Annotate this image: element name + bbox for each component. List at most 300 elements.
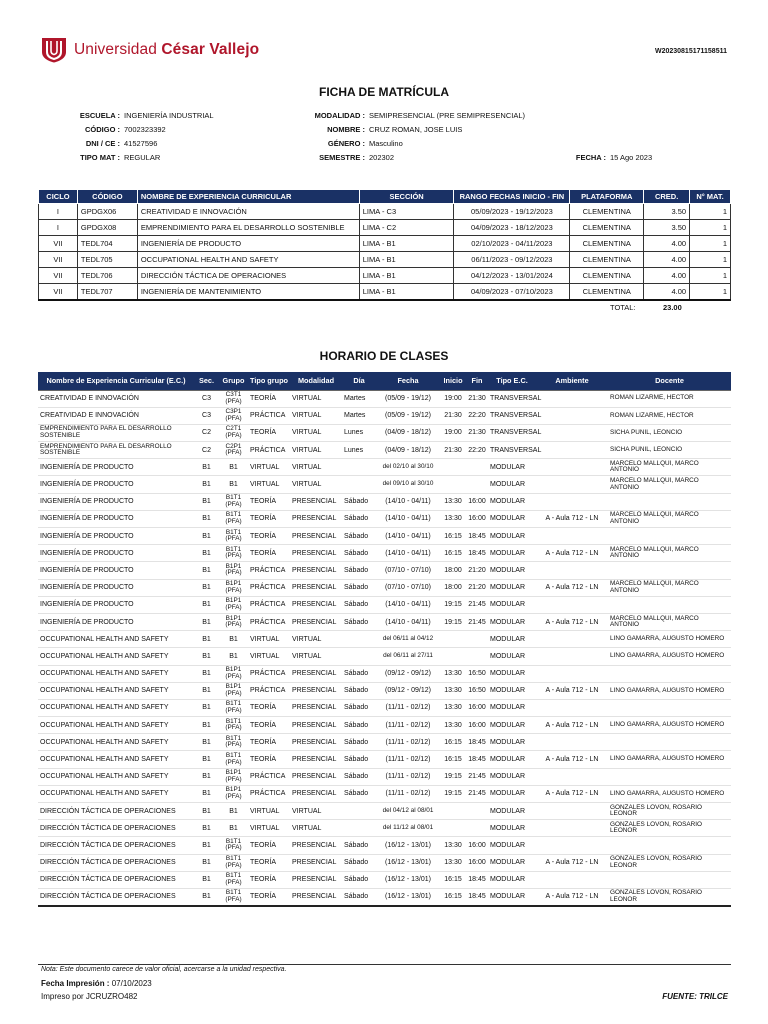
cell-fin: 16:00	[466, 717, 488, 734]
cell-doc	[608, 768, 731, 785]
cell-sec: B1	[194, 613, 219, 630]
cell-mod: PRESENCIAL	[290, 562, 342, 579]
header-tipo-grupo: Tipo grupo	[248, 372, 290, 390]
cell-fecha: (11/11 - 02/12)	[376, 734, 440, 751]
cell-ini: 16:15	[440, 871, 466, 888]
cell-tec: MODULAR	[488, 648, 536, 665]
university-name: Universidad César Vallejo	[74, 41, 260, 58]
cell-amb	[536, 820, 608, 837]
schedule-row	[38, 459, 731, 476]
cell-rango-fechas: 04/12/2023 - 13/01/2024	[454, 268, 570, 284]
cell-tipo: PRÁCTICA	[248, 562, 290, 579]
cell-num-mat: 1	[690, 268, 731, 284]
dni-field: DNI / CE : 41527596	[85, 139, 158, 148]
cell-grupo: B1T1 (PFA)	[219, 837, 248, 854]
cell-tipo: TEORÍA	[248, 493, 290, 510]
cell-nombre-ec: OCCUPATIONAL HEALTH AND SAFETY	[137, 252, 359, 268]
header-creditos: CRED.	[644, 190, 690, 204]
cell-ec: OCCUPATIONAL HEALTH AND SAFETY	[38, 751, 194, 768]
cell-ec: OCCUPATIONAL HEALTH AND SAFETY	[38, 785, 194, 802]
cell-tec: TRANSVERSAL	[488, 424, 536, 441]
header-codigo: CÓDIGO	[77, 190, 137, 204]
cell-grupo: B1	[219, 820, 248, 837]
cell-ini	[440, 803, 466, 820]
cell-grupo: B1	[219, 631, 248, 648]
cell-ini: 16:15	[440, 734, 466, 751]
nombre-field: NOMBRE : CRUZ ROMAN, JOSE LUIS	[327, 125, 463, 134]
cell-mod: PRESENCIAL	[290, 510, 342, 527]
cell-ciclo: I	[39, 220, 78, 236]
cell-ec: INGENIERÍA DE PRODUCTO	[38, 528, 194, 545]
cell-ini: 19:15	[440, 613, 466, 630]
cell-amb	[536, 562, 608, 579]
cell-tec: MODULAR	[488, 579, 536, 596]
cell-amb: A - Aula 712 - LN	[536, 579, 608, 596]
cell-doc: MARCELO MALLQUI, MARCO ANTONIO	[608, 613, 731, 630]
cell-tec: MODULAR	[488, 734, 536, 751]
header-nombre-ec: NOMBRE DE EXPERIENCIA CURRICULAR	[137, 190, 359, 204]
cell-grupo: B1P1 (PFA)	[219, 579, 248, 596]
cell-ec: INGENIERÍA DE PRODUCTO	[38, 579, 194, 596]
cell-fin: 16:00	[466, 699, 488, 716]
footer-note: Nota: Este documento carece de valor oficial, acercarse a la unidad respectiva.	[41, 966, 287, 973]
cell-ec: OCCUPATIONAL HEALTH AND SAFETY	[38, 631, 194, 648]
cell-ini: 19:15	[440, 768, 466, 785]
cell-sec: B1	[194, 871, 219, 888]
cell-seccion: LIMA - C3	[359, 204, 454, 220]
header-ambiente: Ambiente	[536, 372, 608, 390]
cell-amb	[536, 459, 608, 476]
schedule-row	[38, 562, 731, 579]
cell-dia: Sábado	[342, 493, 376, 510]
enrollment-row	[39, 236, 731, 252]
cell-mod: VIRTUAL	[290, 424, 342, 441]
cell-mod: PRESENCIAL	[290, 871, 342, 888]
cell-creditos: 4.00	[644, 236, 690, 252]
cell-sec: B1	[194, 768, 219, 785]
cell-amb	[536, 648, 608, 665]
schedule-row	[38, 613, 731, 630]
cell-fin: 18:45	[466, 734, 488, 751]
cell-num-mat: 1	[690, 220, 731, 236]
cell-codigo: TEDL704	[77, 236, 137, 252]
cell-doc: MARCELO MALLQUI, MARCO ANTONIO	[608, 579, 731, 596]
cell-ec: OCCUPATIONAL HEALTH AND SAFETY	[38, 648, 194, 665]
cell-tec: TRANSVERSAL	[488, 390, 536, 407]
cell-dia	[342, 803, 376, 820]
cell-tec: MODULAR	[488, 562, 536, 579]
cell-amb: A - Aula 712 - LN	[536, 613, 608, 630]
cell-mod: VIRTUAL	[290, 631, 342, 648]
cell-doc: LINO GAMARRA, AUGUSTO HOMERO	[608, 785, 731, 802]
cell-doc: LINO GAMARRA, AUGUSTO HOMERO	[608, 717, 731, 734]
cell-tec: MODULAR	[488, 785, 536, 802]
cell-fecha: (07/10 - 07/10)	[376, 562, 440, 579]
cell-sec: B1	[194, 579, 219, 596]
cell-ini: 16:15	[440, 888, 466, 905]
cell-doc: MARCELO MALLQUI, MARCO ANTONIO	[608, 510, 731, 527]
cell-seccion: LIMA - B1	[359, 268, 454, 284]
cell-mod: VIRTUAL	[290, 648, 342, 665]
cell-ec: CREATIVIDAD E INNOVACIÓN	[38, 390, 194, 407]
cell-ini	[440, 648, 466, 665]
cell-doc	[608, 562, 731, 579]
cell-dia	[342, 476, 376, 493]
cell-doc: MARCELO MALLQUI, MARCO ANTONIO	[608, 545, 731, 562]
cell-fin: 16:00	[466, 510, 488, 527]
cell-mod: PRESENCIAL	[290, 785, 342, 802]
cell-fin: 16:50	[466, 665, 488, 682]
cell-sec: B1	[194, 734, 219, 751]
cell-tipo: PRÁCTICA	[248, 407, 290, 424]
cell-fecha: (04/09 - 18/12)	[376, 442, 440, 459]
cell-grupo: B1T1 (PFA)	[219, 888, 248, 905]
cell-ini: 16:15	[440, 528, 466, 545]
cell-ini: 18:00	[440, 579, 466, 596]
cell-dia: Sábado	[342, 510, 376, 527]
cell-doc: GONZALES LOVON, ROSARIO LEONOR	[608, 820, 731, 837]
header-dia: Día	[342, 372, 376, 390]
cell-ec: INGENIERÍA DE PRODUCTO	[38, 493, 194, 510]
cell-fecha: (07/10 - 07/10)	[376, 579, 440, 596]
cell-tipo: TEORÍA	[248, 510, 290, 527]
cell-mod: PRESENCIAL	[290, 596, 342, 613]
cell-sec: B1	[194, 631, 219, 648]
cell-amb	[536, 699, 608, 716]
cell-sec: B1	[194, 528, 219, 545]
cell-mod: VIRTUAL	[290, 459, 342, 476]
cell-tec: MODULAR	[488, 528, 536, 545]
cell-rango-fechas: 05/09/2023 - 19/12/2023	[454, 204, 570, 220]
cell-grupo: B1T1 (PFA)	[219, 493, 248, 510]
fecha-field: FECHA : 15 Ago 2023	[575, 153, 653, 162]
cell-ini	[440, 459, 466, 476]
cell-grupo: B1P1 (PFA)	[219, 785, 248, 802]
cell-fecha: del 11/12 al 08/01	[376, 820, 440, 837]
cell-fecha: del 02/10 al 30/10	[376, 459, 440, 476]
cell-rango-fechas: 06/11/2023 - 09/12/2023	[454, 252, 570, 268]
cell-dia: Sábado	[342, 785, 376, 802]
cell-fecha: (14/10 - 04/11)	[376, 596, 440, 613]
schedule-row	[38, 682, 731, 699]
cell-fin	[466, 820, 488, 837]
header-inicio: Inicio	[440, 372, 466, 390]
cell-creditos: 3.50	[644, 204, 690, 220]
schedule-row	[38, 820, 731, 837]
cell-ec: INGENIERÍA DE PRODUCTO	[38, 510, 194, 527]
cell-fecha: del 09/10 al 30/10	[376, 476, 440, 493]
university-logo	[40, 37, 259, 63]
cell-sec: C3	[194, 407, 219, 424]
cell-dia: Sábado	[342, 665, 376, 682]
cell-ini: 13:30	[440, 665, 466, 682]
cell-grupo: B1T1 (PFA)	[219, 545, 248, 562]
cell-dia: Sábado	[342, 768, 376, 785]
header-rango-fechas: RANGO FECHAS INICIO - FIN	[454, 190, 570, 204]
cell-fecha: (04/09 - 18/12)	[376, 424, 440, 441]
cell-sec: B1	[194, 596, 219, 613]
cell-dia: Lunes	[342, 424, 376, 441]
cell-nombre-ec: INGENIERÍA DE MANTENIMIENTO	[137, 284, 359, 300]
cell-doc: ROMAN LIZARME, HECTOR	[608, 407, 731, 424]
schedule-row	[38, 871, 731, 888]
cell-fin	[466, 648, 488, 665]
cell-dia: Sábado	[342, 613, 376, 630]
total-credits: 23.00	[663, 303, 682, 312]
cell-seccion: LIMA - C2	[359, 220, 454, 236]
cell-mod: PRESENCIAL	[290, 751, 342, 768]
cell-plataforma: CLEMENTINA	[570, 236, 644, 252]
schedule-row	[38, 837, 731, 854]
tipo-mat-field: TIPO MAT : REGULAR	[80, 153, 161, 162]
cell-doc: LINO GAMARRA, AUGUSTO HOMERO	[608, 648, 731, 665]
cell-tec: MODULAR	[488, 682, 536, 699]
cell-fin: 21:45	[466, 613, 488, 630]
cell-grupo: B1T1 (PFA)	[219, 751, 248, 768]
cell-tec: TRANSVERSAL	[488, 442, 536, 459]
cell-amb	[536, 803, 608, 820]
cell-ini: 16:15	[440, 751, 466, 768]
cell-rango-fechas: 02/10/2023 - 04/11/2023	[454, 236, 570, 252]
cell-doc	[608, 699, 731, 716]
schedule-row	[38, 476, 731, 493]
cell-fecha: (14/10 - 04/11)	[376, 545, 440, 562]
cell-dia	[342, 820, 376, 837]
cell-amb	[536, 528, 608, 545]
cell-grupo: B1P1 (PFA)	[219, 613, 248, 630]
cell-mod: PRESENCIAL	[290, 665, 342, 682]
cell-ciclo: VII	[39, 252, 78, 268]
cell-ini	[440, 820, 466, 837]
cell-fecha: del 06/11 al 27/11	[376, 648, 440, 665]
cell-sec: B1	[194, 699, 219, 716]
cell-grupo: B1T1 (PFA)	[219, 871, 248, 888]
cell-tipo: PRÁCTICA	[248, 768, 290, 785]
cell-amb	[536, 442, 608, 459]
cell-ini	[440, 631, 466, 648]
header-ec: Nombre de Experiencia Curricular (E.C.)	[38, 372, 194, 390]
cell-fecha: (16/12 - 13/01)	[376, 888, 440, 905]
cell-fin	[466, 476, 488, 493]
cell-codigo: TEDL707	[77, 284, 137, 300]
cell-grupo: B1P1 (PFA)	[219, 682, 248, 699]
schedule-row	[38, 717, 731, 734]
cell-fin: 16:00	[466, 493, 488, 510]
cell-plataforma: CLEMENTINA	[570, 252, 644, 268]
schedule-row	[38, 768, 731, 785]
cell-mod: VIRTUAL	[290, 803, 342, 820]
schedule-row	[38, 510, 731, 527]
cell-nombre-ec: CREATIVIDAD E INNOVACIÓN	[137, 204, 359, 220]
cell-tec: MODULAR	[488, 596, 536, 613]
cell-tipo: TEORÍA	[248, 837, 290, 854]
cell-fecha: (11/11 - 02/12)	[376, 699, 440, 716]
cell-tec: MODULAR	[488, 717, 536, 734]
cell-ini: 13:30	[440, 510, 466, 527]
cell-fecha: (16/12 - 13/01)	[376, 854, 440, 871]
cell-ini: 19:00	[440, 390, 466, 407]
cell-amb: A - Aula 712 - LN	[536, 545, 608, 562]
schedule-row	[38, 665, 731, 682]
cell-ini: 16:15	[440, 545, 466, 562]
cell-tipo: PRÁCTICA	[248, 613, 290, 630]
cell-mod: PRESENCIAL	[290, 545, 342, 562]
cell-mod: PRESENCIAL	[290, 528, 342, 545]
cell-amb	[536, 424, 608, 441]
cell-sec: B1	[194, 717, 219, 734]
cell-ec: INGENIERÍA DE PRODUCTO	[38, 596, 194, 613]
cell-doc: GONZALES LOVON, ROSARIO LEONOR	[608, 803, 731, 820]
cell-tec: MODULAR	[488, 476, 536, 493]
cell-fecha: (11/11 - 02/12)	[376, 717, 440, 734]
schedule-row	[38, 803, 731, 820]
document-id: W20230815171158511	[654, 48, 727, 55]
cell-dia: Lunes	[342, 442, 376, 459]
cell-dia: Sábado	[342, 734, 376, 751]
cell-amb	[536, 871, 608, 888]
cell-fin: 18:45	[466, 751, 488, 768]
cell-amb: A - Aula 712 - LN	[536, 854, 608, 871]
cell-grupo: B1P1 (PFA)	[219, 768, 248, 785]
cell-fin: 21:20	[466, 579, 488, 596]
cell-fin: 21:30	[466, 390, 488, 407]
cell-doc	[608, 528, 731, 545]
cell-fecha: (11/11 - 02/12)	[376, 785, 440, 802]
cell-tipo: TEORÍA	[248, 734, 290, 751]
cell-doc	[608, 596, 731, 613]
cell-fecha: (14/10 - 04/11)	[376, 510, 440, 527]
header-tipo-ec: Tipo E.C.	[488, 372, 536, 390]
cell-grupo: B1T1 (PFA)	[219, 734, 248, 751]
cell-amb: A - Aula 712 - LN	[536, 717, 608, 734]
cell-ini	[440, 476, 466, 493]
cell-dia: Sábado	[342, 871, 376, 888]
page-title: FICHA DE MATRÍCULA	[319, 85, 449, 99]
header-plataforma: PLATAFORMA	[570, 190, 644, 204]
cell-ec: DIRECCIÓN TÁCTICA DE OPERACIONES	[38, 803, 194, 820]
footer-divider	[38, 964, 731, 965]
printed-by: Impreso por JCRUZRO482	[41, 992, 138, 1001]
cell-num-mat: 1	[690, 236, 731, 252]
cell-ini: 19:00	[440, 424, 466, 441]
cell-tipo: TEORÍA	[248, 390, 290, 407]
header-num-mat: N° MAT.	[690, 190, 731, 204]
cell-fin	[466, 803, 488, 820]
cell-fecha: (05/09 - 19/12)	[376, 390, 440, 407]
cell-plataforma: CLEMENTINA	[570, 220, 644, 236]
header-grupo: Grupo	[219, 372, 248, 390]
cell-ini: 13:30	[440, 493, 466, 510]
cell-ec: EMPRENDIMIENTO PARA EL DESARROLLO SOSTENIBLE	[38, 442, 194, 459]
genero-field: GÉNERO : Masculino	[327, 139, 403, 148]
cell-tec: MODULAR	[488, 665, 536, 682]
cell-ec: INGENIERÍA DE PRODUCTO	[38, 459, 194, 476]
cell-grupo: C2P1 (PFA)	[219, 442, 248, 459]
cell-tipo: VIRTUAL	[248, 459, 290, 476]
cell-tec: MODULAR	[488, 803, 536, 820]
cell-ini: 18:00	[440, 562, 466, 579]
cell-mod: PRESENCIAL	[290, 734, 342, 751]
cell-ec: CREATIVIDAD E INNOVACIÓN	[38, 407, 194, 424]
enrollment-row	[39, 284, 731, 300]
schedule-row	[38, 596, 731, 613]
cell-plataforma: CLEMENTINA	[570, 204, 644, 220]
schedule-row	[38, 631, 731, 648]
cell-tec: MODULAR	[488, 888, 536, 905]
cell-tipo: VIRTUAL	[248, 631, 290, 648]
cell-num-mat: 1	[690, 252, 731, 268]
cell-fin: 22:20	[466, 442, 488, 459]
cell-sec: B1	[194, 665, 219, 682]
cell-grupo: B1T1 (PFA)	[219, 699, 248, 716]
cell-fecha: (16/12 - 13/01)	[376, 871, 440, 888]
cell-sec: B1	[194, 785, 219, 802]
cell-dia: Sábado	[342, 528, 376, 545]
cell-doc: MARCELO MALLQUI, MARCO ANTONIO	[608, 476, 731, 493]
cell-dia: Sábado	[342, 579, 376, 596]
cell-fin: 18:45	[466, 871, 488, 888]
cell-fin: 18:45	[466, 888, 488, 905]
cell-sec: B1	[194, 854, 219, 871]
cell-ciclo: VII	[39, 268, 78, 284]
cell-grupo: B1T1 (PFA)	[219, 854, 248, 871]
cell-fin: 21:45	[466, 785, 488, 802]
cell-fin: 18:45	[466, 545, 488, 562]
cell-amb: A - Aula 712 - LN	[536, 888, 608, 905]
cell-dia: Sábado	[342, 596, 376, 613]
cell-sec: B1	[194, 751, 219, 768]
cell-doc	[608, 493, 731, 510]
cell-amb	[536, 837, 608, 854]
schedule-row	[38, 785, 731, 802]
cell-tipo: TEORÍA	[248, 545, 290, 562]
cell-fin: 21:45	[466, 596, 488, 613]
header-docente: Docente	[608, 372, 731, 390]
escuela-field: ESCUELA : INGENIERÍA INDUSTRIAL	[79, 111, 214, 120]
cell-doc: LINO GAMARRA, AUGUSTO HOMERO	[608, 751, 731, 768]
cell-ec: DIRECCIÓN TÁCTICA DE OPERACIONES	[38, 854, 194, 871]
cell-ec: DIRECCIÓN TÁCTICA DE OPERACIONES	[38, 888, 194, 905]
schedule-row	[38, 528, 731, 545]
cell-ec: INGENIERÍA DE PRODUCTO	[38, 613, 194, 630]
cell-tec: MODULAR	[488, 493, 536, 510]
cell-tipo: TEORÍA	[248, 528, 290, 545]
cell-dia: Sábado	[342, 682, 376, 699]
cell-fecha: (14/10 - 04/11)	[376, 528, 440, 545]
cell-amb	[536, 493, 608, 510]
cell-doc: SICHA PUNIL, LEONCIO	[608, 442, 731, 459]
cell-amb	[536, 476, 608, 493]
header-sec: Sec.	[194, 372, 219, 390]
cell-creditos: 4.00	[644, 268, 690, 284]
cell-ec: INGENIERÍA DE PRODUCTO	[38, 545, 194, 562]
cell-seccion: LIMA - B1	[359, 236, 454, 252]
cell-dia: Sábado	[342, 837, 376, 854]
cell-fin: 18:45	[466, 528, 488, 545]
cell-num-mat: 1	[690, 204, 731, 220]
cell-grupo: C3T1 (PFA)	[219, 390, 248, 407]
cell-tipo: PRÁCTICA	[248, 785, 290, 802]
cell-tipo: TEORÍA	[248, 717, 290, 734]
cell-fecha: (09/12 - 09/12)	[376, 665, 440, 682]
cell-dia: Martes	[342, 390, 376, 407]
cell-grupo: B1T1 (PFA)	[219, 510, 248, 527]
cell-plataforma: CLEMENTINA	[570, 284, 644, 300]
cell-ec: DIRECCIÓN TÁCTICA DE OPERACIONES	[38, 837, 194, 854]
cell-dia: Sábado	[342, 717, 376, 734]
schedule-row	[38, 854, 731, 871]
enrollment-header-row	[39, 190, 731, 204]
